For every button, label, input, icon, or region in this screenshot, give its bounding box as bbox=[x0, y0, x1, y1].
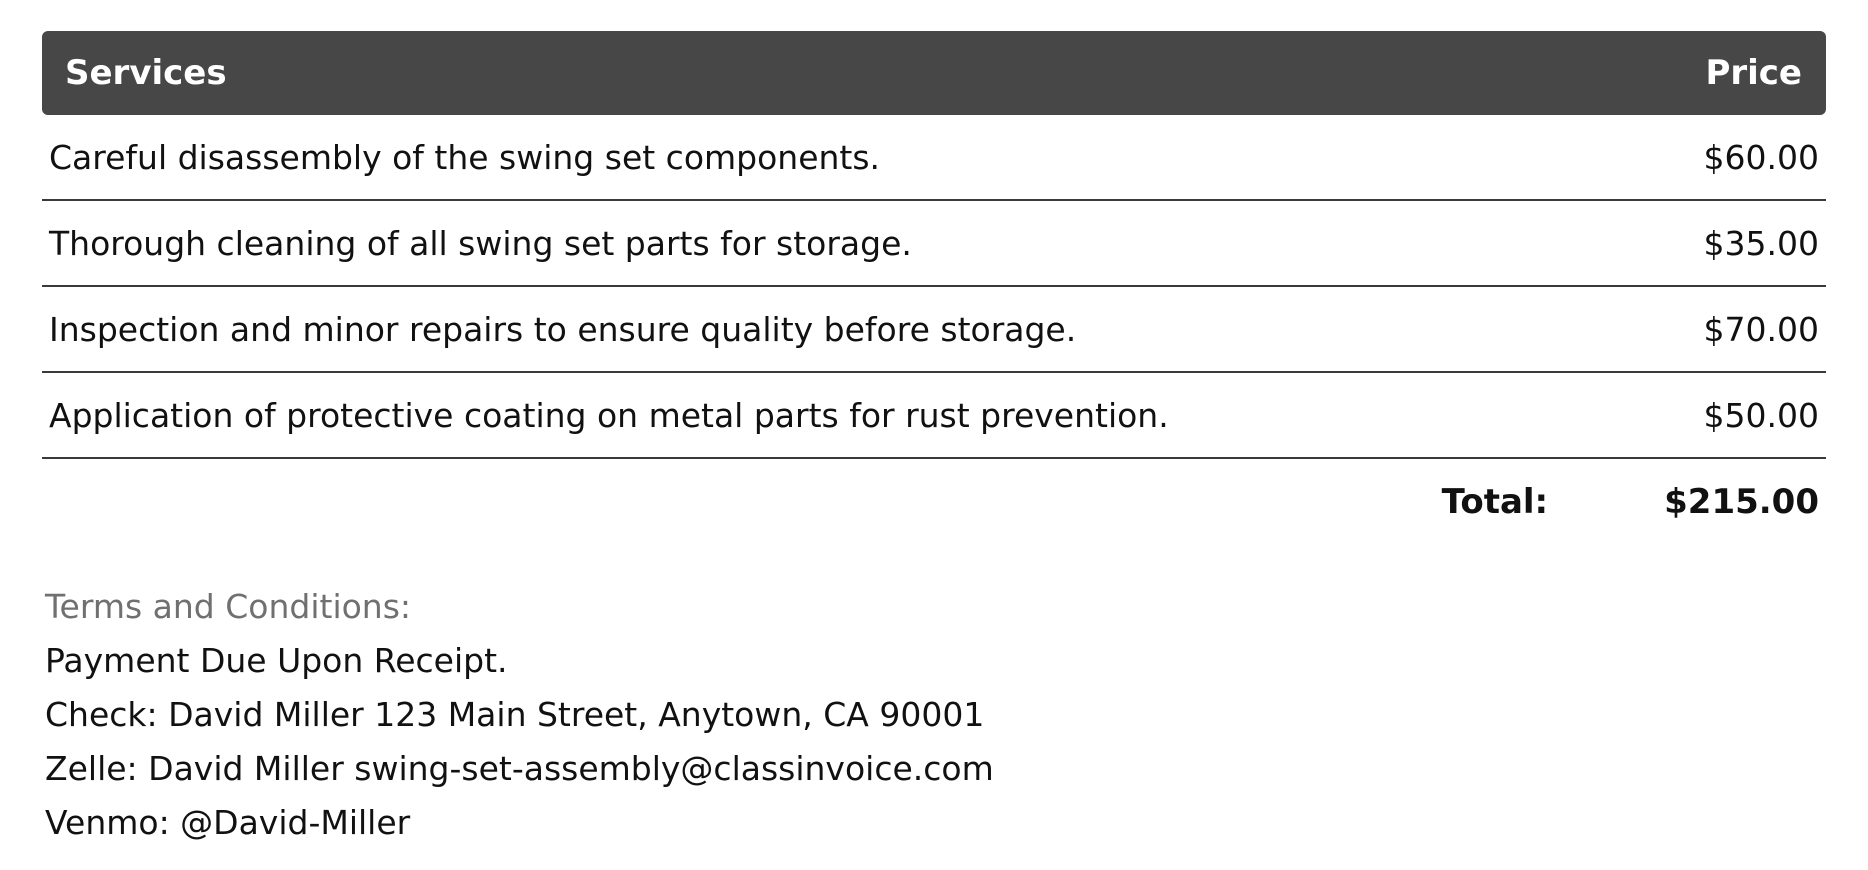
service-price: $50.00 bbox=[1703, 395, 1819, 435]
service-price: $35.00 bbox=[1703, 223, 1819, 263]
table-header bbox=[42, 31, 1826, 115]
terms-line-zelle: Zelle: David Miller swing-set-assembly@classinvoice.com bbox=[45, 749, 994, 788]
service-price: $60.00 bbox=[1703, 137, 1819, 177]
service-description: Careful disassembly of the swing set components. bbox=[49, 137, 881, 177]
terms-line-venmo: Venmo: @David-Miller bbox=[45, 803, 411, 842]
total-label: Total: bbox=[1441, 482, 1549, 522]
service-description: Inspection and minor repairs to ensure quality before storage. bbox=[49, 309, 1077, 349]
table-row bbox=[42, 287, 1826, 373]
price-column-header: Price bbox=[1705, 53, 1802, 93]
table-row bbox=[42, 201, 1826, 287]
terms-section bbox=[45, 580, 994, 850]
terms-line-payment-due: Payment Due Upon Receipt. bbox=[45, 641, 508, 680]
table-row bbox=[42, 115, 1826, 201]
total-value: $215.00 bbox=[1664, 482, 1819, 522]
service-description: Thorough cleaning of all swing set parts for storage. bbox=[49, 223, 912, 263]
service-description: Application of protective coating on metal parts for rust prevention. bbox=[49, 395, 1169, 435]
table-row bbox=[42, 373, 1826, 459]
terms-title: Terms and Conditions: bbox=[45, 587, 412, 626]
terms-line-check: Check: David Miller 123 Main Street, Anytown, CA 90001 bbox=[45, 695, 985, 734]
service-price: $70.00 bbox=[1703, 309, 1819, 349]
services-table bbox=[42, 31, 1826, 545]
total-row bbox=[42, 459, 1826, 545]
services-column-header: Services bbox=[65, 53, 227, 93]
